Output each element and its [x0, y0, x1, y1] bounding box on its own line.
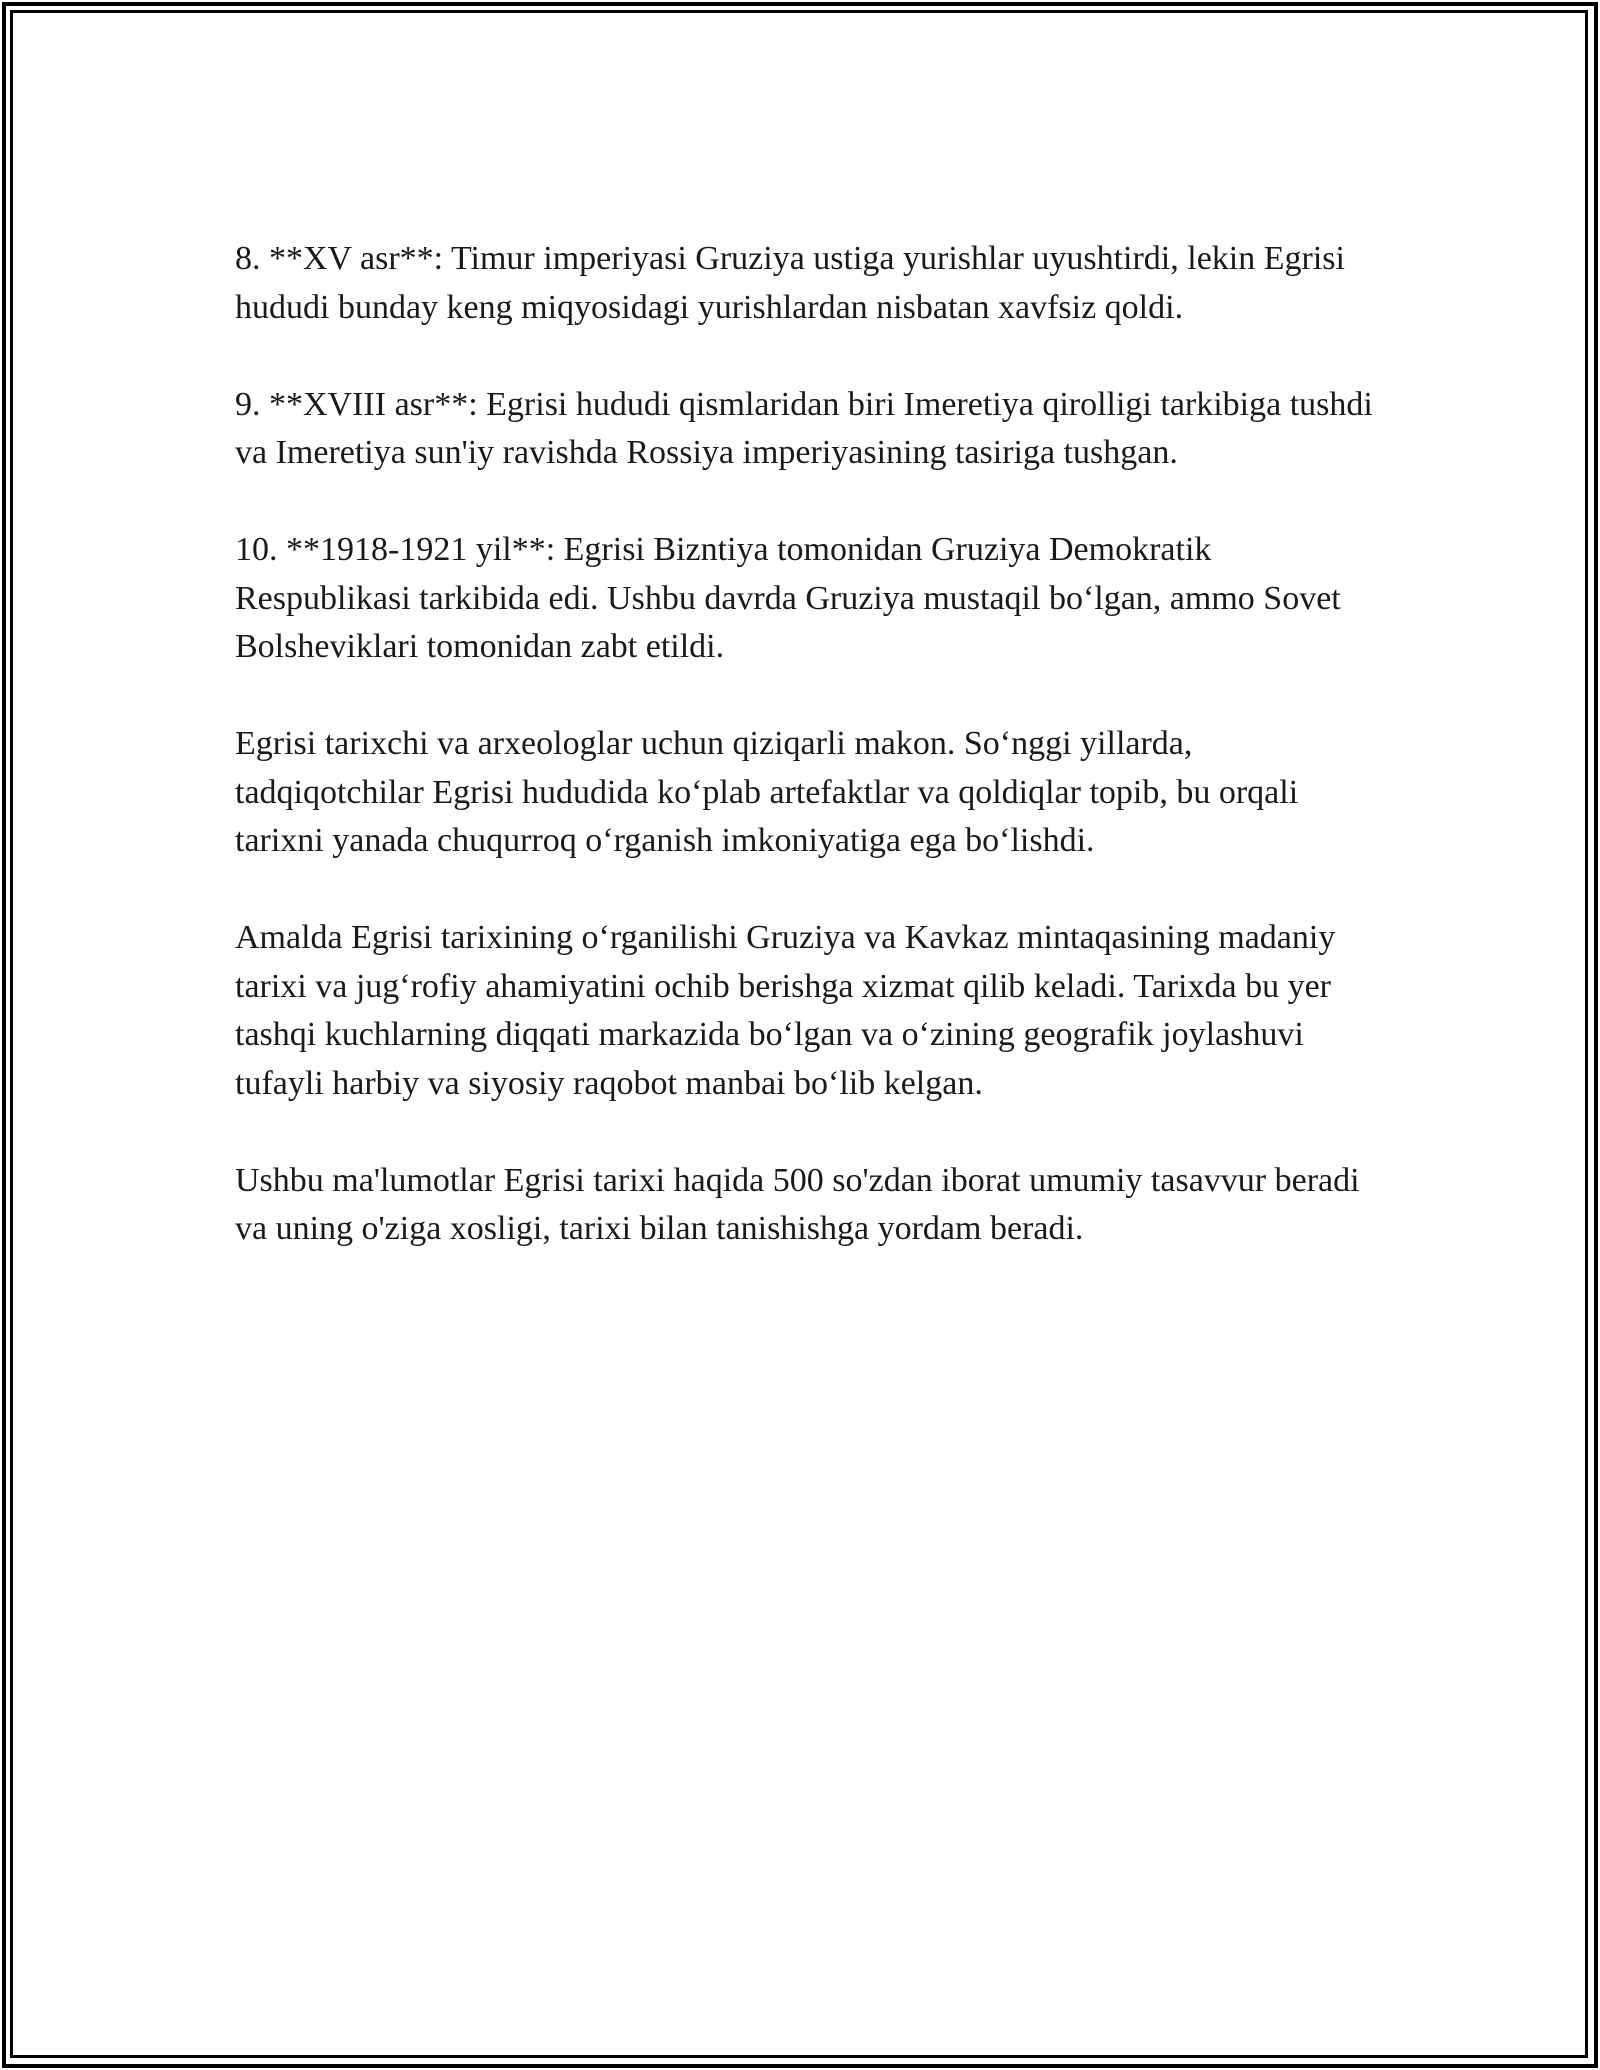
paragraph-summary: Ushbu ma'lumotlar Egrisi tarixi haqida 500 so'zdan iborat umumiy tasavvur beradi va uning o'ziga xosligi, tarixi bilan tanishishga yordam beradi. [235, 1161, 1360, 1247]
paragraph-xv-century: 8. **XV asr**: Timur imperiyasi Gruziya ustiga yurishlar uyushtirdi, lekin Egrisi hududi bunday keng miqyosidagi yurishlardan nisbatan xavfsiz qoldi. [235, 240, 1345, 326]
document-body [235, 235, 1385, 1254]
paragraph-significance: Amalda Egrisi tarixining o‘rganilishi Gruziya va Kavkaz mintaqasining madaniy tarixi va jug‘rofiy ahamiyatini ochib berishga xizmat qilib keladi. Tarixda bu yer tashqi kuchlarning diqqati markazida bo‘lgan va o‘zining geografik joylashuvi tufayli harbiy va siyosiy raqobot manbai bo‘lib kelgan. [235, 919, 1336, 1102]
paragraph-xviii-century: 9. **XVIII asr**: Egrisi hududi qismlaridan biri Imeretiya qirolligi tarkibiga tushdi va Imeretiya sun'iy ravishda Rossiya imperiyasining tasiriga tushgan. [235, 385, 1373, 471]
paragraph-1918-1921: 10. **1918-1921 yil**: Egrisi Bizntiya tomonidan Gruziya Demokratik Respublikasi tarkibida edi. Ushbu davrda Gruziya mustaqil bo‘lgan, ammo Sovet Bolsheviklari tomonidan zabt etildi. [235, 531, 1341, 665]
paragraph-archaeology: Egrisi tarixchi va arxeologlar uchun qiziqarli makon. So‘nggi yillarda, tadqiqotchilar Egrisi hududida ko‘plab artefaktlar va qoldiqlar topib, bu orqali tarixni yanada chuqurroq o‘rganish imkoniyatiga ega bo‘lishdi. [235, 725, 1299, 859]
